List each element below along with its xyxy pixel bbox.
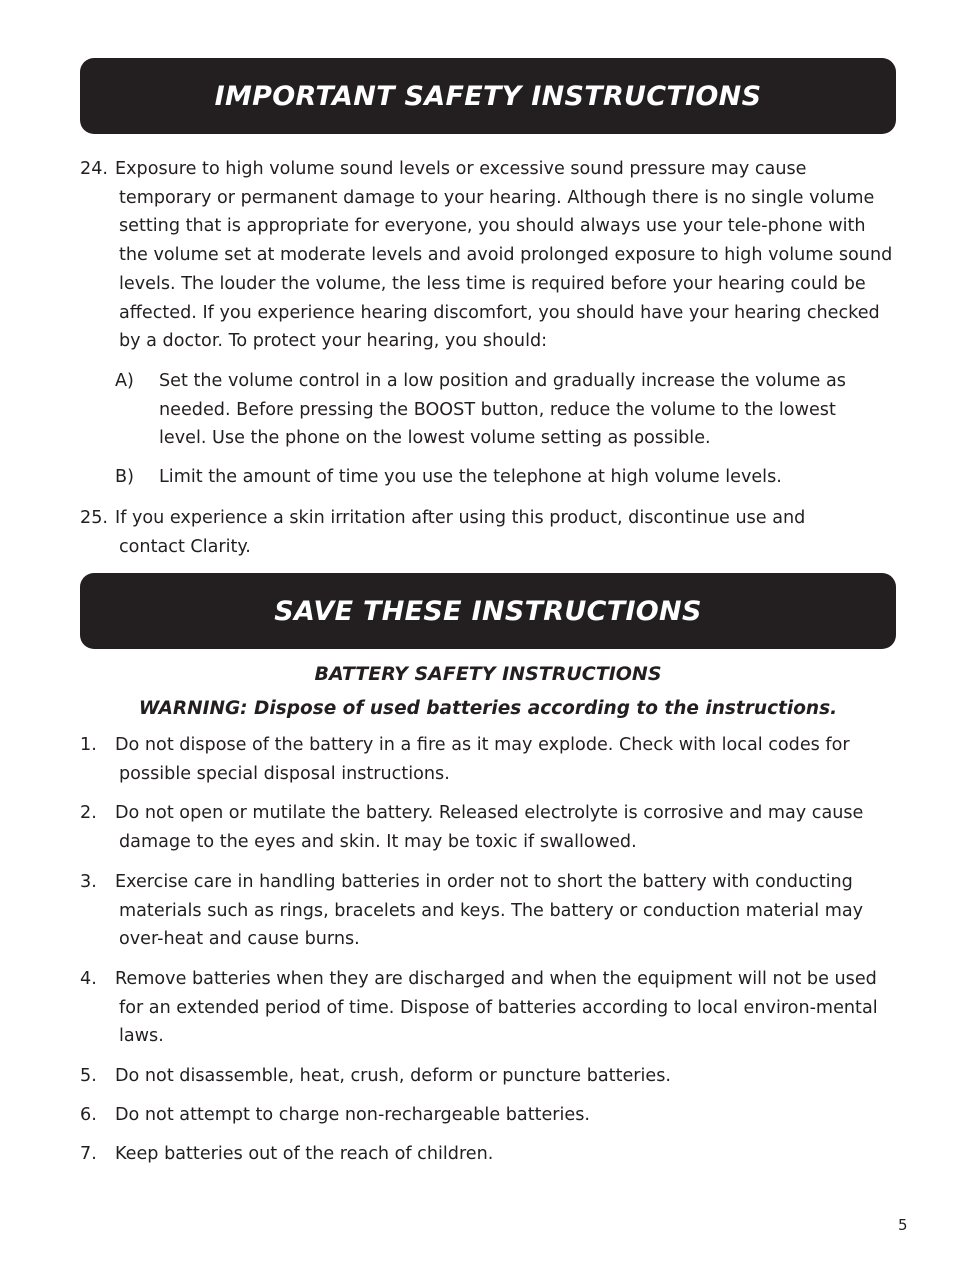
section-title: IMPORTANT SAFETY INSTRUCTIONS bbox=[214, 80, 762, 112]
page-number: 5 bbox=[898, 1216, 908, 1234]
subitem-text: Limit the amount of time you use the telephone at high volume levels. bbox=[159, 467, 782, 487]
item-number: 2. bbox=[80, 803, 97, 823]
item-number: 24. bbox=[80, 159, 108, 179]
item-number: 4. bbox=[80, 969, 97, 989]
item-number: 6. bbox=[80, 1105, 97, 1125]
save-instructions-banner bbox=[80, 573, 896, 649]
item-text: Remove batteries when they are discharged and when the equipment will not be used for an extended period of time. Dispose of batteries according to local environ-mental laws. bbox=[115, 969, 878, 1047]
subitem-label: B) bbox=[115, 467, 134, 487]
item-text: Exposure to high volume sound levels or excessive sound pressure may cause temporary or permanent damage to your hearing. Although there is no single volume setting that is appropriate for everyone, you should always use your tele-phone with the volume set at moderate levels and avoid prolonged exposure to high volume sound levels. The louder the volume, the less time is required before your hearing could be affected. If you experience hearing discomfort, you should have your hearing checked by a doctor. To protect your hearing, you should: bbox=[115, 159, 893, 352]
subitem-text: Set the volume control in a low position and gradually increase the volume as needed. Before pressing the BOOST button, reduce the volume to the lowest level. Use the phone on the lowest volume setting as possible. bbox=[159, 371, 846, 449]
section-title: SAVE THESE INSTRUCTIONS bbox=[274, 595, 702, 627]
item-text: Do not attempt to charge non-rechargeable batteries. bbox=[115, 1105, 591, 1125]
item-number: 7. bbox=[80, 1144, 97, 1164]
item-number: 1. bbox=[80, 735, 97, 755]
important-safety-banner bbox=[80, 58, 896, 134]
item-text: If you experience a skin irritation after using this product, discontinue use and contact Clarity. bbox=[115, 508, 806, 557]
battery-safety-heading: BATTERY SAFETY INSTRUCTIONS bbox=[314, 663, 662, 685]
subitem-label: A) bbox=[115, 371, 134, 391]
item-text: Do not disassemble, heat, crush, deform or puncture batteries. bbox=[115, 1066, 671, 1086]
item-text: Keep batteries out of the reach of children. bbox=[115, 1144, 494, 1164]
warning-text: WARNING: Dispose of used batteries according to the instructions. bbox=[138, 698, 838, 719]
item-number: 25. bbox=[80, 508, 108, 528]
item-text: Exercise care in handling batteries in order not to short the battery with conducting materials such as rings, bracelets and keys. The battery or conduction material may over-heat and cause burns. bbox=[115, 872, 864, 950]
item-number: 5. bbox=[80, 1066, 97, 1086]
item-number: 3. bbox=[80, 872, 97, 892]
item-text: Do not open or mutilate the battery. Released electrolyte is corrosive and may cause damage to the eyes and skin. It may be toxic if swallowed. bbox=[115, 803, 864, 852]
item-text: Do not dispose of the battery in a fire as it may explode. Check with local codes for possible special disposal instructions. bbox=[115, 735, 850, 784]
